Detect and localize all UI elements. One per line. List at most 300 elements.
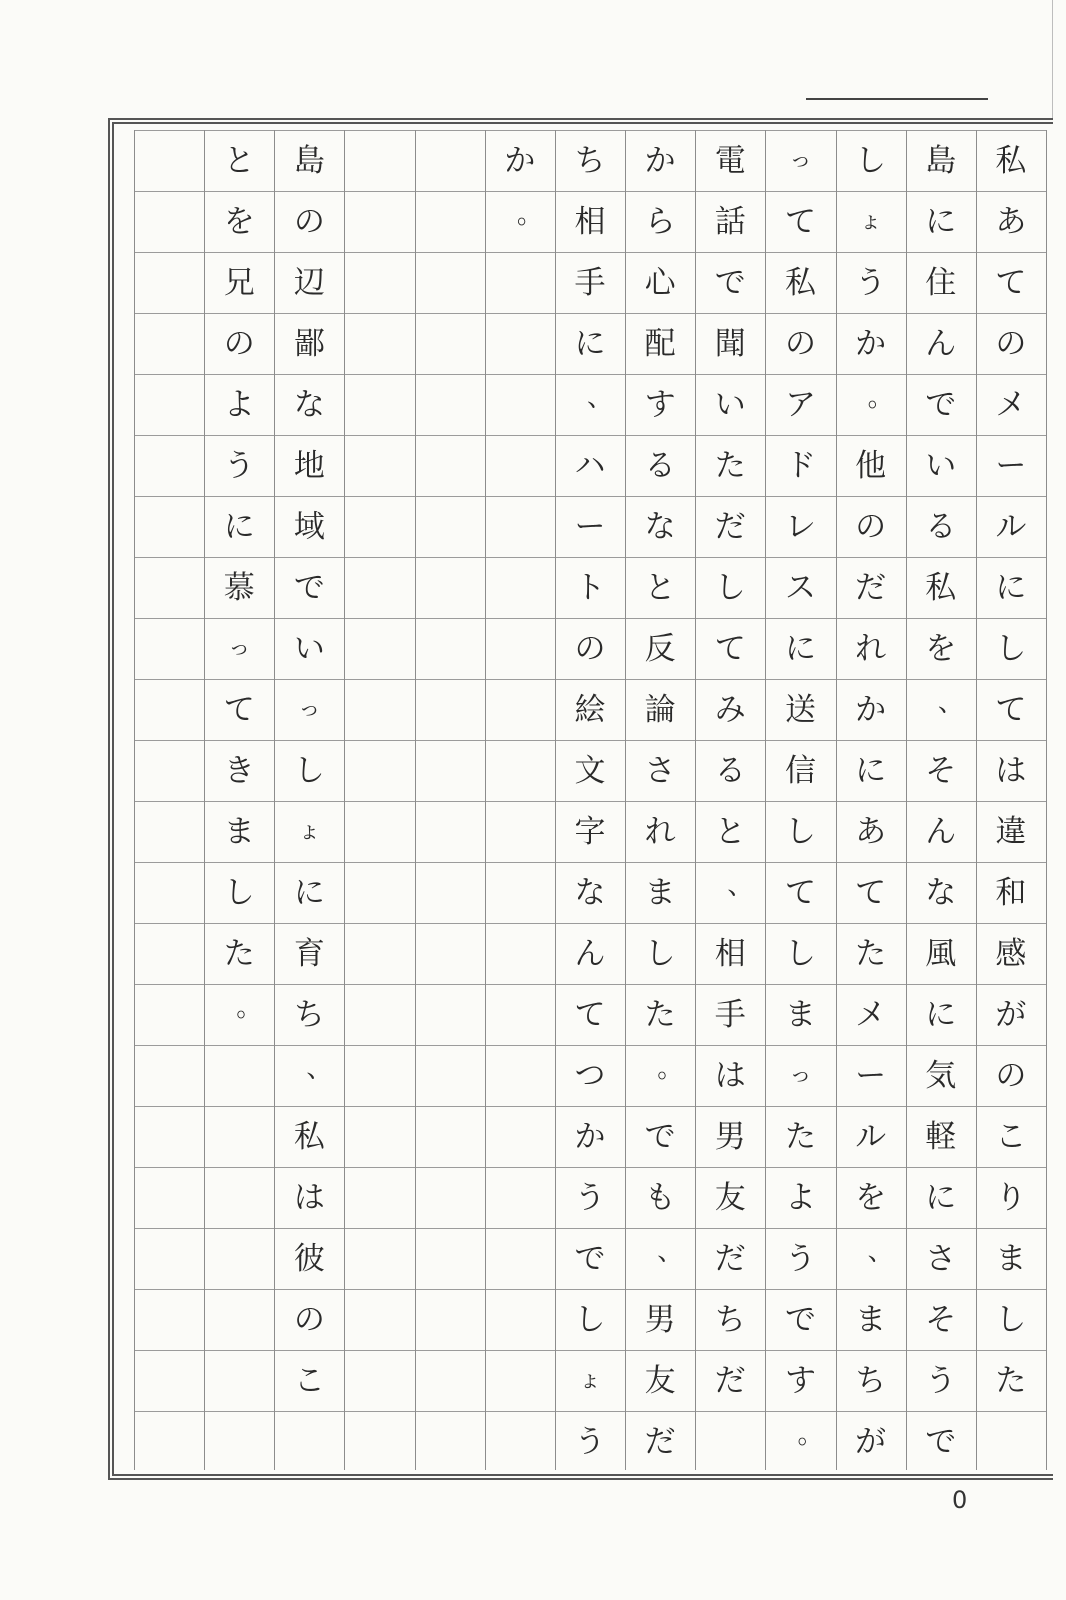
column-rule [1046,130,1047,1470]
grid-cell [415,1350,485,1411]
grid-cell: 育 [274,923,344,984]
column-rule [485,130,486,1470]
grid-cell [485,679,555,740]
grid-cell: ー [976,435,1046,496]
grid-cell: に [555,313,625,374]
grid-cell: 論 [625,679,695,740]
grid-cell: 、 [274,1045,344,1106]
grid-cell: ー [555,496,625,557]
grid-cell [134,435,204,496]
grid-cell: 。 [765,1411,835,1472]
grid-cell: た [765,1106,835,1167]
grid-cell [134,557,204,618]
grid-cell: 兄 [204,252,274,313]
manuscript-column [555,130,625,1470]
grid-cell: メ [836,984,906,1045]
grid-cell: し [274,740,344,801]
grid-cell: 、 [695,862,765,923]
grid-cell: の [204,313,274,374]
grid-cell: 軽 [906,1106,976,1167]
grid-cell: ち [555,130,625,191]
grid-cell [344,1411,414,1472]
grid-cell: の [555,618,625,679]
grid-cell [204,1411,274,1472]
grid-cell [344,1350,414,1411]
grid-cell: す [625,374,695,435]
column-rule [765,130,766,1470]
grid-cell: の [765,313,835,374]
manuscript-column [625,130,695,1470]
grid-cell [344,1228,414,1289]
grid-cell: 絵 [555,679,625,740]
grid-cell [134,313,204,374]
grid-cell: な [555,862,625,923]
grid-cell: ト [555,557,625,618]
grid-cell: 住 [906,252,976,313]
grid-cell [344,618,414,679]
grid-cell: る [906,496,976,557]
grid-cell: 。 [204,984,274,1045]
grid-cell [134,191,204,252]
grid-cell [134,1045,204,1106]
grid-cell [134,374,204,435]
grid-cell [485,313,555,374]
grid-cell [976,1411,1046,1472]
grid-cell: し [765,923,835,984]
manuscript-column [415,130,485,1470]
grid-cell: し [625,923,695,984]
grid-cell: あ [976,191,1046,252]
grid-cell: う [906,1350,976,1411]
grid-cell: か [485,130,555,191]
grid-cell: と [625,557,695,618]
grid-cell [134,801,204,862]
grid-cell [344,130,414,191]
grid-cell [485,1045,555,1106]
grid-cell: 配 [625,313,695,374]
grid-cell [415,1167,485,1228]
grid-cell: 文 [555,740,625,801]
grid-cell [344,252,414,313]
grid-cell: み [695,679,765,740]
grid-cell [415,984,485,1045]
grid-cell [344,679,414,740]
grid-cell [415,801,485,862]
grid-cell: 電 [695,130,765,191]
grid-cell: に [274,862,344,923]
grid-cell: 友 [695,1167,765,1228]
grid-cell [134,252,204,313]
grid-cell: で [906,374,976,435]
grid-cell: れ [625,801,695,862]
grid-cell [344,557,414,618]
grid-cell: 私 [765,252,835,313]
grid-cell: し [695,557,765,618]
grid-cell: た [204,923,274,984]
grid-cell: か [836,679,906,740]
grid-cell: 島 [906,130,976,191]
grid-cell [485,252,555,313]
grid-cell [134,740,204,801]
column-rule [204,130,205,1470]
column-rule [906,130,907,1470]
grid-cell: そ [906,740,976,801]
grid-cell [344,984,414,1045]
manuscript-column [836,130,906,1470]
grid-cell: る [625,435,695,496]
manuscript-column [485,130,555,1470]
grid-cell [415,679,485,740]
grid-cell: さ [906,1228,976,1289]
column-rule [695,130,696,1470]
grid-cell: た [976,1350,1046,1411]
grid-cell: い [906,435,976,496]
grid-cell [415,862,485,923]
column-rule [344,130,345,1470]
grid-cell: て [204,679,274,740]
manuscript-column [274,130,344,1470]
grid-cell: っ [204,618,274,679]
grid-cell: の [836,496,906,557]
grid-cell: 相 [695,923,765,984]
grid-cell [204,1289,274,1350]
grid-cell: で [906,1411,976,1472]
grid-cell: 信 [765,740,835,801]
grid-cell: に [906,1167,976,1228]
manuscript-sheet [108,118,1053,1480]
grid-cell: ら [625,191,695,252]
grid-cell: に [906,984,976,1045]
grid-cell: と [695,801,765,862]
grid-cell: い [274,618,344,679]
grid-cell: た [836,923,906,984]
grid-cell: 手 [695,984,765,1045]
grid-cell: レ [765,496,835,557]
grid-cell: 域 [274,496,344,557]
grid-cell: ょ [274,801,344,862]
grid-cell: が [836,1411,906,1472]
grid-cell: ハ [555,435,625,496]
grid-cell: で [695,252,765,313]
grid-cell: て [765,191,835,252]
grid-cell [134,1411,204,1472]
grid-cell: 送 [765,679,835,740]
grid-cell: 彼 [274,1228,344,1289]
grid-cell: だ [695,1228,765,1289]
grid-cell [485,1350,555,1411]
grid-cell: ん [555,923,625,984]
grid-cell: か [625,130,695,191]
grid-cell: よ [765,1167,835,1228]
grid-cell: る [695,740,765,801]
grid-cell: こ [274,1350,344,1411]
grid-cell [485,1289,555,1350]
grid-cell: ょ [836,191,906,252]
grid-cell: に [836,740,906,801]
grid-cell: の [274,191,344,252]
grid-cell [415,740,485,801]
grid-cell [344,923,414,984]
grid-cell: は [695,1045,765,1106]
grid-cell: 、 [625,1228,695,1289]
grid-cell: か [836,313,906,374]
grid-cell [415,557,485,618]
grid-cell: か [555,1106,625,1167]
grid-cell [485,1411,555,1472]
grid-cell: う [555,1167,625,1228]
grid-cell: に [204,496,274,557]
grid-cell [415,374,485,435]
grid-cell [344,1106,414,1167]
manuscript-column [906,130,976,1470]
manuscript-column [695,130,765,1470]
grid-cell: で [625,1106,695,1167]
grid-cell: し [976,618,1046,679]
grid-cell: の [976,313,1046,374]
grid-cell: っ [765,1045,835,1106]
grid-cell: ん [906,313,976,374]
grid-cell [485,923,555,984]
grid-cell [485,862,555,923]
page-edge-line [1052,0,1053,120]
grid-cell [344,313,414,374]
grid-cell [485,435,555,496]
grid-cell [344,1045,414,1106]
grid-cell [274,1411,344,1472]
grid-cell: う [836,252,906,313]
grid-cell: を [906,618,976,679]
grid-cell [134,1228,204,1289]
grid-cell: は [976,740,1046,801]
grid-cell: い [695,374,765,435]
grid-cell: 辺 [274,252,344,313]
grid-cell [485,740,555,801]
grid-cell [415,252,485,313]
grid-cell: 、 [555,374,625,435]
grid-cell [204,1167,274,1228]
grid-cell [415,435,485,496]
grid-cell: ま [765,984,835,1045]
grid-cell: 話 [695,191,765,252]
grid-cell: ー [836,1045,906,1106]
grid-cell: だ [836,557,906,618]
grid-cell: に [976,557,1046,618]
grid-cell: を [836,1167,906,1228]
grid-cell [134,496,204,557]
grid-cell: 男 [695,1106,765,1167]
grid-cell: に [765,618,835,679]
grid-cell: ア [765,374,835,435]
grid-cell: 地 [274,435,344,496]
grid-cell: 、 [906,679,976,740]
column-rule [274,130,275,1470]
grid-cell: で [765,1289,835,1350]
grid-cell: ま [836,1289,906,1350]
grid-cell [344,801,414,862]
grid-cell: ん [906,801,976,862]
grid-cell: っ [274,679,344,740]
grid-cell [134,1350,204,1411]
grid-cell: っ [765,130,835,191]
grid-cell: 。 [485,191,555,252]
grid-cell: に [906,191,976,252]
grid-cell [415,1228,485,1289]
grid-cell: き [204,740,274,801]
grid-cell: て [976,252,1046,313]
genkou-grid [134,130,1046,1470]
grid-cell: し [555,1289,625,1350]
grid-cell [134,862,204,923]
grid-cell: 和 [976,862,1046,923]
grid-cell: つ [555,1045,625,1106]
grid-cell: 友 [625,1350,695,1411]
grid-cell: ょ [555,1350,625,1411]
grid-cell: ス [765,557,835,618]
grid-cell: こ [976,1106,1046,1167]
grid-cell: 私 [976,130,1046,191]
grid-cell: 。 [625,1045,695,1106]
grid-cell: う [204,435,274,496]
grid-cell: で [555,1228,625,1289]
grid-cell [485,557,555,618]
column-rule [415,130,416,1470]
grid-cell [204,1350,274,1411]
grid-cell: ち [836,1350,906,1411]
grid-cell: な [906,862,976,923]
grid-cell [485,374,555,435]
grid-cell [485,801,555,862]
grid-cell [344,1167,414,1228]
grid-cell: だ [695,496,765,557]
grid-cell [415,1411,485,1472]
grid-cell: と [204,130,274,191]
grid-cell: 反 [625,618,695,679]
grid-cell: た [695,435,765,496]
grid-cell [415,1106,485,1167]
grid-cell: 相 [555,191,625,252]
grid-cell [204,1228,274,1289]
grid-cell [695,1411,765,1472]
grid-cell: の [976,1045,1046,1106]
column-rule [976,130,977,1470]
grid-cell [344,435,414,496]
grid-cell: ド [765,435,835,496]
grid-cell: ち [274,984,344,1045]
grid-cell [134,984,204,1045]
grid-cell [415,313,485,374]
grid-cell: て [836,862,906,923]
grid-cell: さ [625,740,695,801]
grid-cell: ま [204,801,274,862]
grid-cell [485,984,555,1045]
grid-cell: そ [906,1289,976,1350]
grid-cell [344,740,414,801]
grid-cell: 。 [836,374,906,435]
grid-cell: た [625,984,695,1045]
column-rule [836,130,837,1470]
page-number: 0 [952,1486,968,1514]
grid-cell: メ [976,374,1046,435]
grid-cell [344,191,414,252]
grid-cell [204,1106,274,1167]
grid-cell: も [625,1167,695,1228]
manuscript-column [765,130,835,1470]
grid-cell: 鄙 [274,313,344,374]
grid-cell: 字 [555,801,625,862]
grid-cell: あ [836,801,906,862]
column-rule [625,130,626,1470]
manuscript-column [134,130,204,1470]
grid-cell: が [976,984,1046,1045]
grid-cell: て [695,618,765,679]
grid-cell [344,1289,414,1350]
grid-cell [204,1045,274,1106]
grid-cell: し [836,130,906,191]
grid-cell: の [274,1289,344,1350]
grid-cell: ま [976,1228,1046,1289]
grid-cell: は [274,1167,344,1228]
column-rule [555,130,556,1470]
grid-cell [415,1289,485,1350]
grid-cell [485,496,555,557]
manuscript-column [344,130,414,1470]
grid-cell: を [204,191,274,252]
grid-cell: ル [976,496,1046,557]
grid-cell [415,130,485,191]
grid-cell: 、 [836,1228,906,1289]
grid-cell [415,191,485,252]
grid-cell [134,1289,204,1350]
grid-cell: て [976,679,1046,740]
column-rule [134,130,135,1470]
grid-cell [344,374,414,435]
grid-cell: だ [625,1411,695,1472]
grid-cell: し [765,801,835,862]
grid-cell: よ [204,374,274,435]
grid-cell [134,130,204,191]
grid-cell: ま [625,862,695,923]
grid-cell [415,923,485,984]
manuscript-column [976,130,1046,1470]
grid-cell: 風 [906,923,976,984]
grid-cell: り [976,1167,1046,1228]
grid-cell: 気 [906,1045,976,1106]
grid-cell [134,923,204,984]
grid-cell: 私 [274,1106,344,1167]
grid-cell [415,618,485,679]
grid-cell: な [625,496,695,557]
grid-cell: 他 [836,435,906,496]
grid-cell: て [765,862,835,923]
grid-cell: れ [836,618,906,679]
grid-cell [134,618,204,679]
grid-cell: 男 [625,1289,695,1350]
grid-cell: う [555,1411,625,1472]
grid-cell [415,1045,485,1106]
grid-cell: て [555,984,625,1045]
grid-cell: だ [695,1350,765,1411]
grid-cell [485,1167,555,1228]
grid-cell: で [274,557,344,618]
grid-cell: 私 [906,557,976,618]
grid-cell: す [765,1350,835,1411]
grid-cell [485,618,555,679]
grid-cell: 感 [976,923,1046,984]
grid-cell: ち [695,1289,765,1350]
grid-cell: 島 [274,130,344,191]
grid-cell [134,1106,204,1167]
grid-cell [344,862,414,923]
